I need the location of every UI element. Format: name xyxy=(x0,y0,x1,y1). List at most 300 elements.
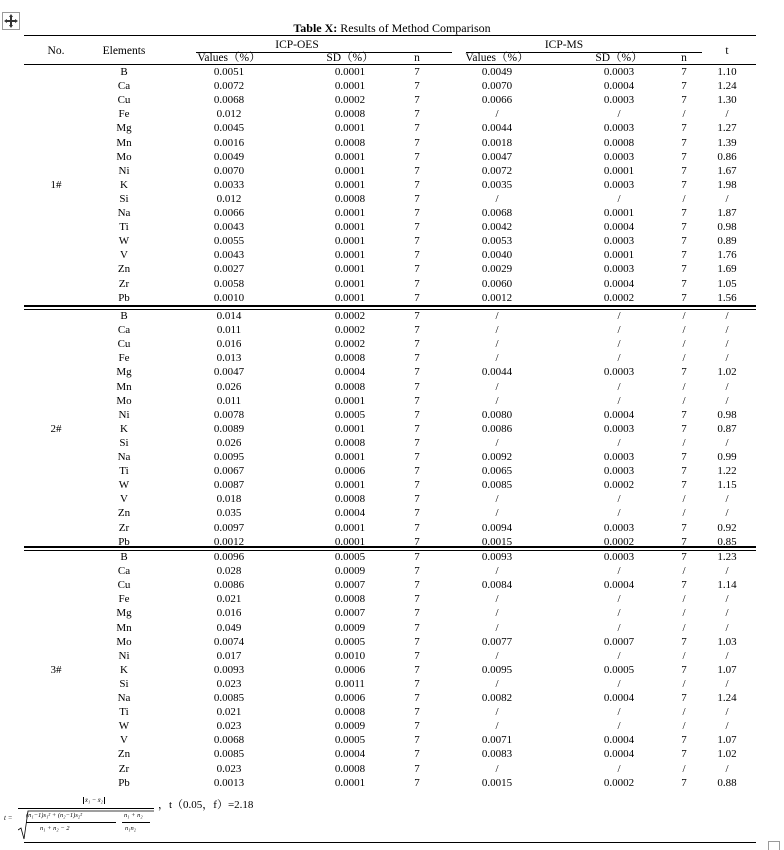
cell-oes-value: 0.0078 xyxy=(213,408,245,421)
cell-oes-value: 0.0010 xyxy=(213,291,245,304)
cell-t-value: 1.23 xyxy=(717,551,737,563)
cell-oes-value: 0.0047 xyxy=(213,366,245,379)
cell-ms-value: / xyxy=(495,607,499,620)
cell-oes-value: 0.013 xyxy=(216,352,242,365)
formula-inner-bar xyxy=(26,822,116,823)
cell-ms-n: / xyxy=(682,352,686,365)
cell-t-value: / xyxy=(725,720,729,733)
cell-t-value: / xyxy=(725,706,729,719)
cell-element: V xyxy=(120,734,128,747)
header-no: No. xyxy=(47,45,65,57)
cell-ms-sd: 0.0005 xyxy=(603,663,635,676)
cell-t-value: 1.24 xyxy=(717,692,737,704)
cell-oes-n: 7 xyxy=(414,291,420,304)
cell-element: Si xyxy=(119,677,129,690)
cell-ms-value: / xyxy=(495,493,499,506)
cell-oes-sd: 0.0008 xyxy=(334,192,366,205)
cell-ms-sd: / xyxy=(617,649,621,662)
cell-oes-sd: 0.0001 xyxy=(334,66,366,78)
cell-oes-n: 7 xyxy=(414,451,420,463)
table-row xyxy=(0,635,784,649)
cell-ms-n: / xyxy=(682,380,686,393)
cell-oes-value: 0.026 xyxy=(216,436,242,449)
cell-oes-value: 0.028 xyxy=(216,565,242,578)
cell-oes-value: 0.026 xyxy=(216,380,242,393)
table-row xyxy=(0,450,784,464)
cell-element: V xyxy=(120,249,128,262)
cell-element: Mo xyxy=(116,150,132,163)
table-row xyxy=(0,192,784,206)
cell-element: Zn xyxy=(117,748,131,761)
cell-ms-sd: 0.0002 xyxy=(603,776,635,789)
cell-oes-n: 7 xyxy=(414,380,420,393)
cell-t-value: / xyxy=(725,352,729,365)
table-row xyxy=(0,478,784,492)
cell-element: Mn xyxy=(116,380,132,393)
cell-oes-value: 0.0055 xyxy=(213,235,245,248)
cell-t-value: / xyxy=(725,436,729,449)
cell-ms-value: 0.0042 xyxy=(481,221,513,234)
header-elements: Elements xyxy=(102,45,146,57)
cell-oes-sd: 0.0005 xyxy=(334,408,366,421)
cell-t-value: 1.30 xyxy=(717,94,737,107)
cell-element: Cu xyxy=(117,579,131,592)
cell-oes-sd: 0.0001 xyxy=(334,122,366,135)
cell-element: Mg xyxy=(116,607,132,620)
cell-element: W xyxy=(118,479,130,492)
cell-oes-sd: 0.0002 xyxy=(334,324,366,337)
cell-t-value: 1.02 xyxy=(717,366,737,379)
cell-oes-value: 0.0089 xyxy=(213,422,245,435)
cell-element: Mg xyxy=(116,122,132,135)
table-row xyxy=(0,337,784,351)
cell-element: Cu xyxy=(117,94,131,107)
cell-element: Mn xyxy=(116,136,132,149)
cell-oes-n: 7 xyxy=(414,394,420,407)
cell-oes-sd: 0.0001 xyxy=(334,207,366,219)
cell-ms-value: 0.0066 xyxy=(481,94,513,107)
cell-ms-value: 0.0071 xyxy=(481,734,513,747)
cell-oes-sd: 0.0008 xyxy=(334,380,366,393)
table-row xyxy=(0,178,784,192)
cell-t-value: 1.03 xyxy=(717,635,737,648)
cell-ms-sd: 0.0004 xyxy=(603,408,635,421)
cell-oes-n: 7 xyxy=(414,579,420,592)
cell-t-value: 1.05 xyxy=(717,277,737,290)
cell-element: Pb xyxy=(118,535,130,548)
cell-ms-sd: 0.0004 xyxy=(603,221,635,234)
cell-oes-sd: 0.0001 xyxy=(334,277,366,290)
cell-oes-value: 0.0058 xyxy=(213,277,245,290)
cell-ms-value: / xyxy=(495,565,499,578)
cell-element: Zn xyxy=(117,507,131,520)
cell-ms-sd: / xyxy=(617,607,621,620)
cell-ms-n: 7 xyxy=(681,150,687,163)
table-row xyxy=(0,277,784,291)
cell-oes-n: 7 xyxy=(414,720,420,733)
cell-ms-n: 7 xyxy=(681,451,687,463)
table-row xyxy=(0,436,784,450)
table-row xyxy=(0,649,784,663)
cell-oes-sd: 0.0008 xyxy=(334,436,366,449)
cell-ms-sd: 0.0003 xyxy=(603,366,635,379)
cell-ms-n: / xyxy=(682,677,686,690)
cell-element: Zn xyxy=(117,263,131,276)
cell-element: Ni xyxy=(118,164,130,177)
cell-oes-n: 7 xyxy=(414,507,420,520)
cell-ms-value: 0.0035 xyxy=(481,178,513,191)
cell-ms-value: 0.0080 xyxy=(481,408,513,421)
cell-element: Na xyxy=(117,207,131,219)
cell-oes-value: 0.0095 xyxy=(213,451,245,463)
cell-t-value: / xyxy=(725,338,729,351)
cell-oes-sd: 0.0009 xyxy=(334,565,366,578)
cell-oes-sd: 0.0001 xyxy=(334,164,366,177)
formula-factor-num: n₁ + n₂ xyxy=(124,812,143,819)
header-oes-sd: SD（%） xyxy=(326,52,374,64)
cell-element: Mn xyxy=(116,621,132,634)
table-row xyxy=(0,309,784,323)
cell-element: K xyxy=(120,422,128,435)
cell-ms-n: 7 xyxy=(681,221,687,234)
cell-ms-n: / xyxy=(682,436,686,449)
header-ms-n: n xyxy=(681,52,687,64)
cell-oes-n: 7 xyxy=(414,621,420,634)
cell-ms-sd: 0.0001 xyxy=(603,207,635,219)
cell-oes-value: 0.0016 xyxy=(213,136,245,149)
cell-element: Mo xyxy=(116,394,132,407)
cell-ms-n: / xyxy=(682,762,686,775)
cell-t-value: 1.56 xyxy=(717,291,737,304)
cell-oes-sd: 0.0001 xyxy=(334,178,366,191)
group-label: 3# xyxy=(50,663,62,676)
cell-oes-value: 0.023 xyxy=(216,762,242,775)
table-row xyxy=(0,408,784,422)
cell-ms-value: / xyxy=(495,593,499,606)
cell-t-value: 0.98 xyxy=(717,221,737,234)
cell-element: Ca xyxy=(117,324,131,337)
cell-oes-sd: 0.0008 xyxy=(334,352,366,365)
cell-ms-value: 0.0015 xyxy=(481,776,513,789)
cell-oes-value: 0.0043 xyxy=(213,249,245,262)
cell-oes-value: 0.018 xyxy=(216,493,242,506)
table-row xyxy=(0,220,784,234)
table-row xyxy=(0,365,784,379)
cell-ms-n: 7 xyxy=(681,551,687,563)
cell-element: B xyxy=(120,66,128,78)
cell-ms-n: 7 xyxy=(681,776,687,789)
cell-t-value: 0.98 xyxy=(717,408,737,421)
cell-oes-value: 0.0087 xyxy=(213,479,245,492)
cell-ms-value: / xyxy=(495,649,499,662)
table-row xyxy=(0,592,784,606)
table-resize-handle[interactable] xyxy=(768,841,780,850)
cell-oes-n: 7 xyxy=(414,762,420,775)
cell-oes-n: 7 xyxy=(414,122,420,135)
cell-ms-value: 0.0049 xyxy=(481,66,513,78)
cell-oes-value: 0.049 xyxy=(216,621,242,634)
cell-ms-sd: 0.0008 xyxy=(603,136,635,149)
cell-oes-sd: 0.0001 xyxy=(334,221,366,234)
cell-ms-value: 0.0092 xyxy=(481,451,513,463)
cell-ms-sd: 0.0003 xyxy=(603,422,635,435)
table-row xyxy=(0,606,784,620)
table-row xyxy=(0,323,784,337)
cell-t-value: 1.69 xyxy=(717,263,737,276)
cell-ms-value: / xyxy=(495,310,499,322)
cell-element: Si xyxy=(119,192,129,205)
cell-ms-value: / xyxy=(495,338,499,351)
cell-ms-value: / xyxy=(495,352,499,365)
cell-ms-n: 7 xyxy=(681,535,687,548)
cell-oes-n: 7 xyxy=(414,249,420,262)
cell-oes-sd: 0.0001 xyxy=(334,521,366,534)
cell-ms-value: 0.0015 xyxy=(481,535,513,548)
cell-t-value: / xyxy=(725,493,729,506)
cell-oes-n: 7 xyxy=(414,748,420,761)
cell-t-value: / xyxy=(725,507,729,520)
cell-element: Ti xyxy=(119,706,129,719)
cell-element: Zr xyxy=(118,521,130,534)
cell-element: Ti xyxy=(119,465,129,478)
formula-denominator-main: (n₁−1)s₁² + (n₂−1)s₂² xyxy=(26,812,83,819)
cell-ms-sd: 0.0003 xyxy=(603,66,635,78)
cell-ms-sd: / xyxy=(617,677,621,690)
cell-ms-n: 7 xyxy=(681,465,687,478)
cell-oes-sd: 0.0001 xyxy=(334,249,366,262)
cell-ms-value: 0.0082 xyxy=(481,692,513,704)
cell-oes-sd: 0.0011 xyxy=(335,677,365,690)
cell-ms-value: 0.0060 xyxy=(481,277,513,290)
cell-ms-value: / xyxy=(495,108,499,121)
table-row xyxy=(0,733,784,747)
cell-oes-value: 0.0085 xyxy=(213,692,245,704)
cell-t-value: 0.99 xyxy=(717,451,737,463)
cell-ms-sd: / xyxy=(617,380,621,393)
cell-oes-sd: 0.0007 xyxy=(334,579,366,592)
cell-oes-n: 7 xyxy=(414,178,420,191)
cell-element: Mo xyxy=(116,635,132,648)
cell-ms-n: 7 xyxy=(681,66,687,78)
cell-oes-n: 7 xyxy=(414,422,420,435)
cell-ms-value: / xyxy=(495,436,499,449)
cell-oes-sd: 0.0005 xyxy=(334,635,366,648)
cell-oes-sd: 0.0008 xyxy=(334,762,366,775)
cell-ms-n: 7 xyxy=(681,235,687,248)
cell-ms-value: / xyxy=(495,762,499,775)
cell-ms-sd: / xyxy=(617,706,621,719)
cell-oes-sd: 0.0007 xyxy=(334,607,366,620)
cell-t-value: 1.24 xyxy=(717,80,737,93)
cell-oes-n: 7 xyxy=(414,221,420,234)
cell-oes-n: 7 xyxy=(414,776,420,789)
table-row xyxy=(0,677,784,691)
cell-element: Zr xyxy=(118,762,130,775)
cell-element: Ca xyxy=(117,565,131,578)
cell-oes-value: 0.021 xyxy=(216,706,242,719)
cell-oes-sd: 0.0002 xyxy=(334,338,366,351)
cell-ms-n: 7 xyxy=(681,366,687,379)
cell-oes-sd: 0.0002 xyxy=(334,310,366,322)
cell-ms-value: 0.0018 xyxy=(481,136,513,149)
cell-oes-value: 0.011 xyxy=(216,394,242,407)
cell-ms-sd: 0.0003 xyxy=(603,235,635,248)
cell-ms-n: / xyxy=(682,192,686,205)
cell-ms-n: 7 xyxy=(681,579,687,592)
cell-ms-sd: / xyxy=(617,436,621,449)
table-row xyxy=(0,79,784,93)
cell-ms-sd: 0.0002 xyxy=(603,535,635,548)
table-row xyxy=(0,506,784,520)
cell-ms-n: 7 xyxy=(681,635,687,648)
table-row xyxy=(0,762,784,776)
cell-oes-value: 0.023 xyxy=(216,677,242,690)
cell-ms-value: 0.0068 xyxy=(481,207,513,219)
cell-oes-sd: 0.0001 xyxy=(334,535,366,548)
cell-ms-sd: / xyxy=(617,352,621,365)
cell-oes-value: 0.0074 xyxy=(213,635,245,648)
cell-t-value: / xyxy=(725,394,729,407)
cell-oes-n: 7 xyxy=(414,366,420,379)
cell-t-value: 0.87 xyxy=(717,422,737,435)
cell-ms-value: 0.0044 xyxy=(481,366,513,379)
cell-ms-sd: / xyxy=(617,192,621,205)
cell-ms-sd: 0.0004 xyxy=(603,80,635,93)
cell-ms-n: / xyxy=(682,565,686,578)
cell-ms-n: 7 xyxy=(681,249,687,262)
cell-ms-value: 0.0093 xyxy=(481,551,513,563)
cell-ms-value: 0.0072 xyxy=(481,164,513,177)
cell-oes-sd: 0.0008 xyxy=(334,706,366,719)
cell-t-value: 0.92 xyxy=(717,521,737,534)
cell-ms-sd: 0.0003 xyxy=(603,94,635,107)
cell-t-value: 1.87 xyxy=(717,207,737,219)
cell-ms-sd: / xyxy=(617,507,621,520)
cell-oes-value: 0.016 xyxy=(216,607,242,620)
table-row xyxy=(0,621,784,635)
cell-t-value: 1.98 xyxy=(717,178,737,191)
table-row xyxy=(0,262,784,276)
formula-denominator-sub: n₁ + n₂ − 2 xyxy=(40,825,70,832)
cell-element: Mg xyxy=(116,366,132,379)
cell-oes-sd: 0.0009 xyxy=(334,621,366,634)
table-row xyxy=(0,776,784,790)
group-label: 1# xyxy=(50,178,62,191)
table-title-label: Table X: xyxy=(293,21,338,35)
cell-element: Na xyxy=(117,451,131,463)
cell-oes-n: 7 xyxy=(414,436,420,449)
cell-ms-n: / xyxy=(682,324,686,337)
cell-oes-sd: 0.0002 xyxy=(334,94,366,107)
cell-oes-n: 7 xyxy=(414,734,420,747)
cell-t-value: 1.02 xyxy=(717,748,737,761)
cell-ms-value: / xyxy=(495,720,499,733)
cell-oes-value: 0.0043 xyxy=(213,221,245,234)
cell-element: Pb xyxy=(118,776,130,789)
cell-oes-value: 0.0068 xyxy=(213,94,245,107)
cell-ms-n: / xyxy=(682,394,686,407)
table-row xyxy=(0,291,784,305)
cell-oes-sd: 0.0001 xyxy=(334,422,366,435)
cell-oes-sd: 0.0001 xyxy=(334,150,366,163)
cell-ms-sd: / xyxy=(617,565,621,578)
cell-oes-sd: 0.0001 xyxy=(334,235,366,248)
cell-oes-n: 7 xyxy=(414,607,420,620)
cell-oes-value: 0.012 xyxy=(216,108,242,121)
cell-element: Na xyxy=(117,692,131,704)
cell-oes-sd: 0.0009 xyxy=(334,720,366,733)
cell-oes-n: 7 xyxy=(414,338,420,351)
cell-oes-n: 7 xyxy=(414,677,420,690)
cell-ms-value: 0.0044 xyxy=(481,122,513,135)
cell-oes-value: 0.0096 xyxy=(213,551,245,563)
cell-oes-sd: 0.0006 xyxy=(334,663,366,676)
cell-oes-n: 7 xyxy=(414,277,420,290)
table-row xyxy=(0,65,784,79)
cell-ms-n: / xyxy=(682,720,686,733)
cell-ms-sd: 0.0004 xyxy=(603,579,635,592)
cell-ms-sd: / xyxy=(617,338,621,351)
cell-ms-n: 7 xyxy=(681,408,687,421)
cell-ms-n: 7 xyxy=(681,263,687,276)
cell-oes-sd: 0.0001 xyxy=(334,451,366,463)
cell-ms-sd: 0.0003 xyxy=(603,178,635,191)
cell-oes-value: 0.0072 xyxy=(213,80,245,93)
cell-oes-value: 0.0049 xyxy=(213,150,245,163)
cell-t-value: / xyxy=(725,649,729,662)
cell-element: Zr xyxy=(118,277,130,290)
cell-oes-n: 7 xyxy=(414,663,420,676)
cell-element: Si xyxy=(119,436,129,449)
cell-oes-n: 7 xyxy=(414,593,420,606)
cell-ms-value: 0.0029 xyxy=(481,263,513,276)
cell-ms-n: / xyxy=(682,493,686,506)
cell-t-value: 0.85 xyxy=(717,535,737,548)
cell-t-value: / xyxy=(725,607,729,620)
table-row xyxy=(0,521,784,535)
cell-ms-sd: 0.0003 xyxy=(603,150,635,163)
cell-element: K xyxy=(120,178,128,191)
cell-oes-n: 7 xyxy=(414,551,420,563)
cell-ms-n: 7 xyxy=(681,207,687,219)
table-row xyxy=(0,492,784,506)
cell-ms-n: 7 xyxy=(681,663,687,676)
table-row xyxy=(0,351,784,365)
cell-element: B xyxy=(120,551,128,563)
cell-oes-value: 0.0045 xyxy=(213,122,245,135)
cell-ms-n: / xyxy=(682,621,686,634)
table-row xyxy=(0,164,784,178)
cell-ms-sd: / xyxy=(617,720,621,733)
cell-t-value: 1.22 xyxy=(717,465,737,478)
cell-oes-sd: 0.0001 xyxy=(334,479,366,492)
cell-ms-sd: 0.0003 xyxy=(603,263,635,276)
table-row xyxy=(0,464,784,478)
cell-oes-sd: 0.0008 xyxy=(334,493,366,506)
cell-oes-sd: 0.0004 xyxy=(334,748,366,761)
cell-ms-sd: / xyxy=(617,310,621,322)
cell-ms-n: 7 xyxy=(681,734,687,747)
cell-element: Fe xyxy=(118,108,130,121)
table-row xyxy=(0,107,784,121)
cell-oes-n: 7 xyxy=(414,649,420,662)
cell-t-value: 0.89 xyxy=(717,235,737,248)
cell-element: Ni xyxy=(118,649,130,662)
cell-ms-n: 7 xyxy=(681,164,687,177)
cell-oes-value: 0.014 xyxy=(216,310,242,322)
cell-ms-value: / xyxy=(495,621,499,634)
cell-oes-value: 0.0085 xyxy=(213,748,245,761)
